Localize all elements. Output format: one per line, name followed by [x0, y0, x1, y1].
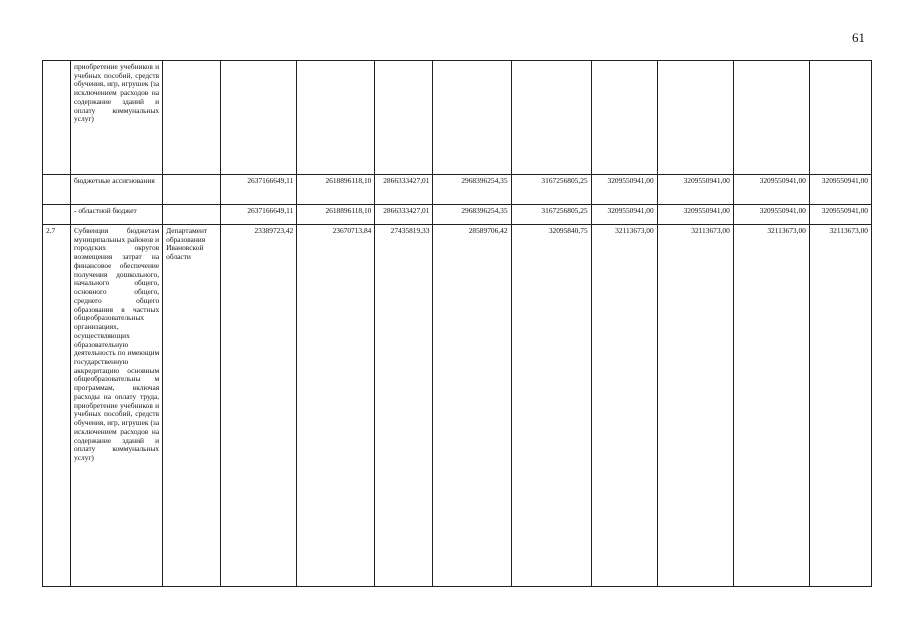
value-cell: 3167256805,25: [511, 205, 591, 225]
table-row: [43, 205, 872, 225]
value-cell: 32113673,00: [809, 225, 871, 587]
table-row: [43, 175, 872, 205]
budget-table: [42, 60, 872, 587]
value-cell: 23670713,84: [297, 225, 375, 587]
value-cell: [809, 61, 871, 175]
value-cell: 28589706,42: [433, 225, 511, 587]
value-cell: 32113673,00: [591, 225, 657, 587]
row-executor: Департамент образования Ивановской области: [163, 225, 221, 587]
row-executor: [163, 175, 221, 205]
value-cell: 2866333427,01: [375, 175, 433, 205]
value-cell: 2637166649,11: [221, 205, 297, 225]
row-index: [43, 61, 71, 175]
value-cell: 2968396254,35: [433, 205, 511, 225]
value-cell: 2866333427,01: [375, 205, 433, 225]
value-cell: 32113673,00: [733, 225, 809, 587]
value-cell: 3209550941,00: [809, 175, 871, 205]
table-row: [43, 225, 872, 587]
value-cell: 32095840,75: [511, 225, 591, 587]
value-cell: 3209550941,00: [657, 205, 733, 225]
value-cell: 3209550941,00: [733, 175, 809, 205]
value-cell: [733, 61, 809, 175]
value-cell: 2618896118,10: [297, 175, 375, 205]
value-cell: 3209550941,00: [809, 205, 871, 225]
row-description: Субвенция бюджетам муниципальных районов и городских округов возмещения затрат на финансовое обеспечение получения дошкольного, начального общего, основного общего, среднего общего образования в частных общеобразовательных организациях, осуществляющих образовательную деятельность по имеющим государственную аккредитацию основным общеобразовательны м программам, включая расходы на оплату труда, приобретение учебников и учебных пособий, средств обучения, игр, игрушек (за исключением расходов на содержание зданий и оплату коммунальных услуг): [71, 225, 163, 587]
value-cell: [657, 61, 733, 175]
row-description: приобретение учебников и учебных пособий, средств обучения, игр, игрушек (за исключением расходов на содержание зданий и оплату коммунальных услуг): [71, 61, 163, 175]
value-cell: [297, 61, 375, 175]
value-cell: 3209550941,00: [733, 205, 809, 225]
value-cell: [511, 61, 591, 175]
value-cell: [591, 61, 657, 175]
value-cell: [221, 61, 297, 175]
value-cell: 32113673,00: [657, 225, 733, 587]
value-cell: [375, 61, 433, 175]
row-executor: [163, 205, 221, 225]
value-cell: 2968396254,35: [433, 175, 511, 205]
value-cell: 3167256805,25: [511, 175, 591, 205]
value-cell: [433, 61, 511, 175]
value-cell: 2618896118,10: [297, 205, 375, 225]
row-description: - областной бюджет: [71, 205, 163, 225]
table-row: [43, 61, 872, 175]
page-number: 61: [852, 30, 865, 45]
value-cell: 23389723,42: [221, 225, 297, 587]
row-index: [43, 205, 71, 225]
row-description: бюджетные ассигнования: [71, 175, 163, 205]
value-cell: 3209550941,00: [657, 175, 733, 205]
row-executor: [163, 61, 221, 175]
row-index: 2.7: [43, 225, 71, 587]
value-cell: 27435819,33: [375, 225, 433, 587]
value-cell: 2637166649,11: [221, 175, 297, 205]
value-cell: 3209550941,00: [591, 205, 657, 225]
row-index: [43, 175, 71, 205]
value-cell: 3209550941,00: [591, 175, 657, 205]
